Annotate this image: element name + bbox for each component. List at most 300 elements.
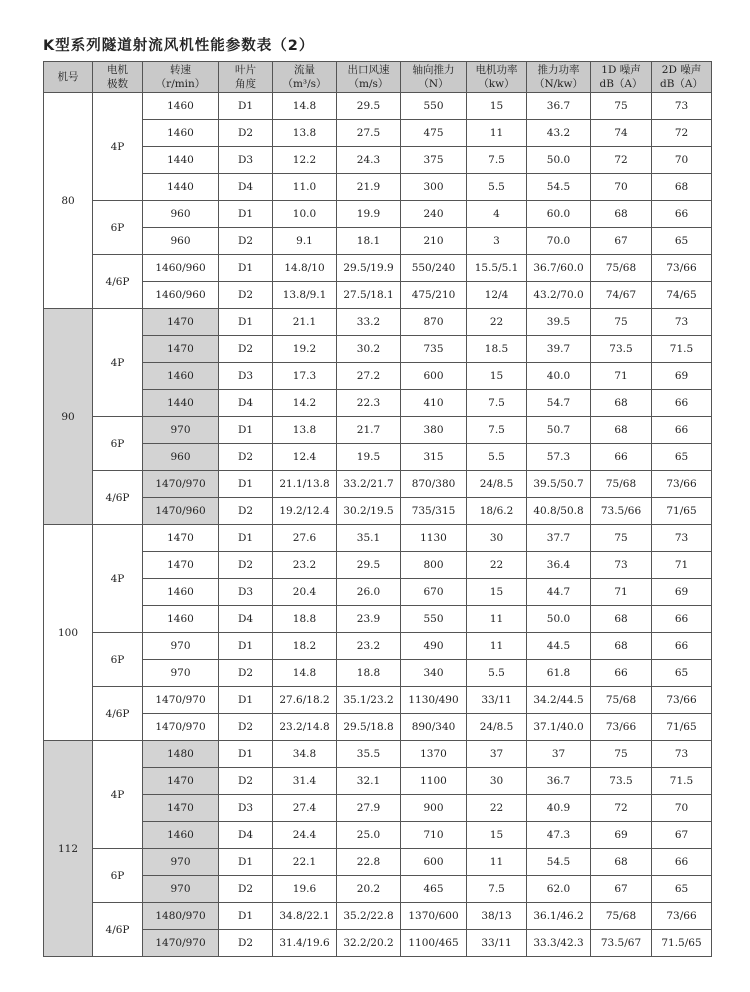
thrust-per-power-cell: 44.7: [527, 579, 591, 606]
header-blade-angle: [219, 62, 273, 93]
table-row: [44, 255, 712, 282]
blade-angle-cell: D1: [219, 525, 273, 552]
noise-2d-cell: 66: [652, 849, 712, 876]
outlet-velocity-cell: 27.5: [337, 120, 401, 147]
noise-1d-cell: 68: [591, 849, 652, 876]
model-number-cell: 80: [44, 93, 93, 309]
flow-rate-cell: 13.8: [273, 120, 337, 147]
axial-thrust-cell: 315: [401, 444, 467, 471]
speed-cell: 1460: [143, 120, 219, 147]
table-row: [44, 606, 712, 633]
table-row: [44, 849, 712, 876]
header-noise-1d: [591, 62, 652, 93]
table-row: [44, 93, 712, 120]
header-line: （m/s）: [348, 78, 389, 90]
noise-1d-cell: 67: [591, 228, 652, 255]
table-row: [44, 417, 712, 444]
blade-angle-cell: D1: [219, 201, 273, 228]
blade-angle-cell: D2: [219, 444, 273, 471]
header-line: 出口风速: [347, 64, 390, 76]
blade-angle-cell: D1: [219, 903, 273, 930]
axial-thrust-cell: 380: [401, 417, 467, 444]
table-row: [44, 903, 712, 930]
flow-rate-cell: 19.2/12.4: [273, 498, 337, 525]
blade-angle-cell: D3: [219, 147, 273, 174]
table-row: [44, 714, 712, 741]
flow-rate-cell: 11.0: [273, 174, 337, 201]
flow-rate-cell: 20.4: [273, 579, 337, 606]
header-line: 转速: [170, 64, 191, 76]
thrust-per-power-cell: 62.0: [527, 876, 591, 903]
speed-cell: 970: [143, 849, 219, 876]
header-speed: [143, 62, 219, 93]
noise-1d-cell: 74/67: [591, 282, 652, 309]
noise-1d-cell: 75/68: [591, 471, 652, 498]
speed-cell: 1440: [143, 174, 219, 201]
motor-power-cell: 11: [467, 849, 527, 876]
motor-power-cell: 22: [467, 309, 527, 336]
model-number-cell: 90: [44, 309, 93, 525]
speed-cell: 1470: [143, 552, 219, 579]
speed-cell: 1460: [143, 363, 219, 390]
thrust-per-power-cell: 36.4: [527, 552, 591, 579]
blade-angle-cell: D2: [219, 876, 273, 903]
noise-2d-cell: 71.5/65: [652, 930, 712, 957]
thrust-per-power-cell: 33.3/42.3: [527, 930, 591, 957]
table-row: [44, 552, 712, 579]
motor-power-cell: 15: [467, 93, 527, 120]
noise-2d-cell: 70: [652, 147, 712, 174]
noise-1d-cell: 72: [591, 147, 652, 174]
noise-1d-cell: 71: [591, 363, 652, 390]
motor-power-cell: 11: [467, 606, 527, 633]
table-row: [44, 444, 712, 471]
blade-angle-cell: D2: [219, 768, 273, 795]
header-motor-poles: [93, 62, 143, 93]
blade-angle-cell: D2: [219, 714, 273, 741]
flow-rate-cell: 14.8/10: [273, 255, 337, 282]
speed-cell: 1460/960: [143, 282, 219, 309]
header-line: 1D 噪声: [601, 64, 641, 76]
outlet-velocity-cell: 29.5/18.8: [337, 714, 401, 741]
motor-poles-cell: 4/6P: [93, 471, 143, 525]
thrust-per-power-cell: 54.7: [527, 390, 591, 417]
thrust-per-power-cell: 50.0: [527, 606, 591, 633]
blade-angle-cell: D3: [219, 579, 273, 606]
outlet-velocity-cell: 23.2: [337, 633, 401, 660]
header-line: 推力功率: [537, 64, 580, 76]
motor-power-cell: 5.5: [467, 660, 527, 687]
noise-2d-cell: 71.5: [652, 336, 712, 363]
axial-thrust-cell: 1370/600: [401, 903, 467, 930]
axial-thrust-cell: 550: [401, 606, 467, 633]
header-line: （N/kw）: [533, 78, 584, 90]
noise-1d-cell: 68: [591, 606, 652, 633]
table-row: [44, 579, 712, 606]
axial-thrust-cell: 1100: [401, 768, 467, 795]
axial-thrust-cell: 1130/490: [401, 687, 467, 714]
table-row: [44, 498, 712, 525]
noise-2d-cell: 66: [652, 417, 712, 444]
header-motor-power: [467, 62, 527, 93]
table-body: [44, 93, 712, 957]
outlet-velocity-cell: 19.5: [337, 444, 401, 471]
thrust-per-power-cell: 36.1/46.2: [527, 903, 591, 930]
outlet-velocity-cell: 26.0: [337, 579, 401, 606]
noise-1d-cell: 68: [591, 417, 652, 444]
motor-power-cell: 30: [467, 768, 527, 795]
outlet-velocity-cell: 35.2/22.8: [337, 903, 401, 930]
noise-1d-cell: 75/68: [591, 687, 652, 714]
noise-1d-cell: 75: [591, 93, 652, 120]
noise-2d-cell: 73/66: [652, 687, 712, 714]
blade-angle-cell: D1: [219, 255, 273, 282]
flow-rate-cell: 19.2: [273, 336, 337, 363]
motor-power-cell: 12/4: [467, 282, 527, 309]
speed-cell: 1460: [143, 579, 219, 606]
motor-poles-cell: 4/6P: [93, 255, 143, 309]
motor-power-cell: 37: [467, 741, 527, 768]
outlet-velocity-cell: 30.2: [337, 336, 401, 363]
outlet-velocity-cell: 35.1: [337, 525, 401, 552]
header-line: 电机功率: [475, 64, 518, 76]
model-number-cell: 100: [44, 525, 93, 741]
outlet-velocity-cell: 32.1: [337, 768, 401, 795]
thrust-per-power-cell: 60.0: [527, 201, 591, 228]
header-axial-thrust: [401, 62, 467, 93]
table-row: [44, 363, 712, 390]
blade-angle-cell: D3: [219, 363, 273, 390]
noise-1d-cell: 73/66: [591, 714, 652, 741]
motor-poles-cell: 6P: [93, 633, 143, 687]
speed-cell: 960: [143, 228, 219, 255]
thrust-per-power-cell: 40.8/50.8: [527, 498, 591, 525]
blade-angle-cell: D2: [219, 552, 273, 579]
noise-1d-cell: 75: [591, 525, 652, 552]
motor-power-cell: 15: [467, 822, 527, 849]
outlet-velocity-cell: 22.8: [337, 849, 401, 876]
thrust-per-power-cell: 34.2/44.5: [527, 687, 591, 714]
blade-angle-cell: D1: [219, 417, 273, 444]
flow-rate-cell: 23.2: [273, 552, 337, 579]
flow-rate-cell: 27.6: [273, 525, 337, 552]
axial-thrust-cell: 300: [401, 174, 467, 201]
header-thrust-per-power: [527, 62, 591, 93]
flow-rate-cell: 10.0: [273, 201, 337, 228]
noise-1d-cell: 73: [591, 552, 652, 579]
speed-cell: 970: [143, 876, 219, 903]
noise-1d-cell: 67: [591, 876, 652, 903]
header-line: （m³/s）: [282, 78, 327, 90]
outlet-velocity-cell: 18.1: [337, 228, 401, 255]
noise-2d-cell: 65: [652, 660, 712, 687]
table-row: [44, 147, 712, 174]
flow-rate-cell: 21.1: [273, 309, 337, 336]
blade-angle-cell: D1: [219, 687, 273, 714]
axial-thrust-cell: 550/240: [401, 255, 467, 282]
speed-cell: 1470/970: [143, 714, 219, 741]
motor-power-cell: 11: [467, 633, 527, 660]
noise-2d-cell: 71/65: [652, 714, 712, 741]
noise-2d-cell: 65: [652, 876, 712, 903]
table-row: [44, 876, 712, 903]
flow-rate-cell: 34.8: [273, 741, 337, 768]
blade-angle-cell: D2: [219, 120, 273, 147]
axial-thrust-cell: 870: [401, 309, 467, 336]
noise-2d-cell: 73/66: [652, 903, 712, 930]
axial-thrust-cell: 600: [401, 363, 467, 390]
axial-thrust-cell: 600: [401, 849, 467, 876]
thrust-per-power-cell: 43.2: [527, 120, 591, 147]
model-number-cell: 112: [44, 741, 93, 957]
flow-rate-cell: 12.2: [273, 147, 337, 174]
outlet-velocity-cell: 25.0: [337, 822, 401, 849]
outlet-velocity-cell: 35.5: [337, 741, 401, 768]
noise-1d-cell: 73.5: [591, 768, 652, 795]
axial-thrust-cell: 340: [401, 660, 467, 687]
header-row: [44, 62, 712, 93]
header-model-number: [44, 62, 93, 93]
table-row: [44, 336, 712, 363]
motor-power-cell: 7.5: [467, 876, 527, 903]
outlet-velocity-cell: 18.8: [337, 660, 401, 687]
noise-1d-cell: 74: [591, 120, 652, 147]
table-row: [44, 120, 712, 147]
speed-cell: 1460: [143, 822, 219, 849]
axial-thrust-cell: 240: [401, 201, 467, 228]
flow-rate-cell: 9.1: [273, 228, 337, 255]
flow-rate-cell: 23.2/14.8: [273, 714, 337, 741]
flow-rate-cell: 27.6/18.2: [273, 687, 337, 714]
outlet-velocity-cell: 27.2: [337, 363, 401, 390]
axial-thrust-cell: 1100/465: [401, 930, 467, 957]
header-line: 机号: [57, 71, 79, 83]
speed-cell: 970: [143, 660, 219, 687]
header-line: （N）: [418, 78, 449, 90]
outlet-velocity-cell: 32.2/20.2: [337, 930, 401, 957]
speed-cell: 1470/970: [143, 930, 219, 957]
axial-thrust-cell: 800: [401, 552, 467, 579]
noise-2d-cell: 73/66: [652, 471, 712, 498]
motor-power-cell: 24/8.5: [467, 471, 527, 498]
noise-1d-cell: 68: [591, 390, 652, 417]
table-row: [44, 282, 712, 309]
header-line: 电机: [107, 64, 128, 76]
flow-rate-cell: 12.4: [273, 444, 337, 471]
header-line: 角度: [235, 78, 256, 90]
motor-poles-cell: 6P: [93, 849, 143, 903]
noise-2d-cell: 66: [652, 390, 712, 417]
table-row: [44, 930, 712, 957]
flow-rate-cell: 27.4: [273, 795, 337, 822]
outlet-velocity-cell: 24.3: [337, 147, 401, 174]
noise-2d-cell: 66: [652, 201, 712, 228]
blade-angle-cell: D4: [219, 822, 273, 849]
noise-2d-cell: 66: [652, 633, 712, 660]
thrust-per-power-cell: 57.3: [527, 444, 591, 471]
blade-angle-cell: D1: [219, 741, 273, 768]
flow-rate-cell: 19.6: [273, 876, 337, 903]
table-row: [44, 687, 712, 714]
thrust-per-power-cell: 44.5: [527, 633, 591, 660]
axial-thrust-cell: 410: [401, 390, 467, 417]
flow-rate-cell: 17.3: [273, 363, 337, 390]
speed-cell: 1440: [143, 390, 219, 417]
thrust-per-power-cell: 54.5: [527, 849, 591, 876]
motor-poles-cell: 6P: [93, 417, 143, 471]
motor-power-cell: 4: [467, 201, 527, 228]
flow-rate-cell: 18.8: [273, 606, 337, 633]
noise-1d-cell: 66: [591, 660, 652, 687]
outlet-velocity-cell: 23.9: [337, 606, 401, 633]
noise-1d-cell: 66: [591, 444, 652, 471]
axial-thrust-cell: 210: [401, 228, 467, 255]
speed-cell: 1480/970: [143, 903, 219, 930]
axial-thrust-cell: 1370: [401, 741, 467, 768]
axial-thrust-cell: 900: [401, 795, 467, 822]
axial-thrust-cell: 550: [401, 93, 467, 120]
flow-rate-cell: 14.8: [273, 660, 337, 687]
motor-power-cell: 18/6.2: [467, 498, 527, 525]
fan-performance-table: [43, 61, 712, 957]
noise-1d-cell: 72: [591, 795, 652, 822]
table-row: [44, 228, 712, 255]
axial-thrust-cell: 375: [401, 147, 467, 174]
header-line: （kw）: [478, 78, 515, 90]
noise-2d-cell: 74/65: [652, 282, 712, 309]
motor-power-cell: 24/8.5: [467, 714, 527, 741]
speed-cell: 1470/960: [143, 498, 219, 525]
speed-cell: 1470: [143, 336, 219, 363]
table-row: [44, 471, 712, 498]
outlet-velocity-cell: 22.3: [337, 390, 401, 417]
blade-angle-cell: D1: [219, 849, 273, 876]
table-header: [44, 62, 712, 93]
noise-1d-cell: 73.5: [591, 336, 652, 363]
flow-rate-cell: 13.8/9.1: [273, 282, 337, 309]
noise-2d-cell: 73: [652, 93, 712, 120]
noise-1d-cell: 69: [591, 822, 652, 849]
outlet-velocity-cell: 33.2/21.7: [337, 471, 401, 498]
noise-2d-cell: 73: [652, 525, 712, 552]
thrust-per-power-cell: 54.5: [527, 174, 591, 201]
table-row: [44, 633, 712, 660]
blade-angle-cell: D1: [219, 633, 273, 660]
axial-thrust-cell: 870/380: [401, 471, 467, 498]
flow-rate-cell: 31.4/19.6: [273, 930, 337, 957]
blade-angle-cell: D1: [219, 309, 273, 336]
motor-poles-cell: 4P: [93, 93, 143, 201]
axial-thrust-cell: 735: [401, 336, 467, 363]
speed-cell: 1460: [143, 93, 219, 120]
outlet-velocity-cell: 21.9: [337, 174, 401, 201]
header-outlet-velocity: [337, 62, 401, 93]
outlet-velocity-cell: 27.9: [337, 795, 401, 822]
motor-power-cell: 15: [467, 579, 527, 606]
axial-thrust-cell: 735/315: [401, 498, 467, 525]
noise-1d-cell: 68: [591, 201, 652, 228]
motor-poles-cell: 4/6P: [93, 903, 143, 957]
speed-cell: 1470/970: [143, 687, 219, 714]
motor-power-cell: 33/11: [467, 930, 527, 957]
blade-angle-cell: D4: [219, 390, 273, 417]
noise-2d-cell: 67: [652, 822, 712, 849]
noise-1d-cell: 73.5/67: [591, 930, 652, 957]
flow-rate-cell: 34.8/22.1: [273, 903, 337, 930]
motor-poles-cell: 4P: [93, 309, 143, 417]
flow-rate-cell: 24.4: [273, 822, 337, 849]
header-line: 流量: [294, 64, 315, 76]
blade-angle-cell: D2: [219, 336, 273, 363]
thrust-per-power-cell: 37.1/40.0: [527, 714, 591, 741]
noise-2d-cell: 73: [652, 309, 712, 336]
header-line: （r/min）: [155, 78, 206, 90]
header-line: dB（A）: [599, 78, 643, 90]
thrust-per-power-cell: 70.0: [527, 228, 591, 255]
blade-angle-cell: D4: [219, 606, 273, 633]
noise-2d-cell: 72: [652, 120, 712, 147]
axial-thrust-cell: 670: [401, 579, 467, 606]
thrust-per-power-cell: 47.3: [527, 822, 591, 849]
motor-power-cell: 5.5: [467, 444, 527, 471]
thrust-per-power-cell: 50.0: [527, 147, 591, 174]
noise-2d-cell: 68: [652, 174, 712, 201]
axial-thrust-cell: 1130: [401, 525, 467, 552]
motor-power-cell: 22: [467, 552, 527, 579]
motor-power-cell: 38/13: [467, 903, 527, 930]
thrust-per-power-cell: 61.8: [527, 660, 591, 687]
thrust-per-power-cell: 37: [527, 741, 591, 768]
table-row: [44, 174, 712, 201]
speed-cell: 970: [143, 417, 219, 444]
table-row: [44, 795, 712, 822]
flow-rate-cell: 14.8: [273, 93, 337, 120]
blade-angle-cell: D2: [219, 282, 273, 309]
motor-poles-cell: 4P: [93, 525, 143, 633]
outlet-velocity-cell: 29.5: [337, 93, 401, 120]
table-row: [44, 201, 712, 228]
outlet-velocity-cell: 29.5: [337, 552, 401, 579]
noise-1d-cell: 75/68: [591, 255, 652, 282]
header-line: 轴向推力: [412, 64, 455, 76]
motor-power-cell: 3: [467, 228, 527, 255]
flow-rate-cell: 14.2: [273, 390, 337, 417]
thrust-per-power-cell: 39.5: [527, 309, 591, 336]
motor-power-cell: 11: [467, 120, 527, 147]
speed-cell: 1460: [143, 606, 219, 633]
noise-1d-cell: 71: [591, 579, 652, 606]
outlet-velocity-cell: 35.1/23.2: [337, 687, 401, 714]
table-row: [44, 309, 712, 336]
table-row: [44, 525, 712, 552]
motor-poles-cell: 4/6P: [93, 687, 143, 741]
motor-power-cell: 15: [467, 363, 527, 390]
motor-power-cell: 30: [467, 525, 527, 552]
page-title: K型系列隧道射流风机性能参数表（2）: [43, 38, 315, 54]
flow-rate-cell: 21.1/13.8: [273, 471, 337, 498]
speed-cell: 1470: [143, 768, 219, 795]
axial-thrust-cell: 475/210: [401, 282, 467, 309]
noise-2d-cell: 69: [652, 363, 712, 390]
noise-2d-cell: 65: [652, 228, 712, 255]
motor-power-cell: 15.5/5.1: [467, 255, 527, 282]
blade-angle-cell: D1: [219, 93, 273, 120]
motor-poles-cell: 6P: [93, 201, 143, 255]
speed-cell: 960: [143, 201, 219, 228]
blade-angle-cell: D2: [219, 660, 273, 687]
noise-2d-cell: 69: [652, 579, 712, 606]
thrust-per-power-cell: 43.2/70.0: [527, 282, 591, 309]
